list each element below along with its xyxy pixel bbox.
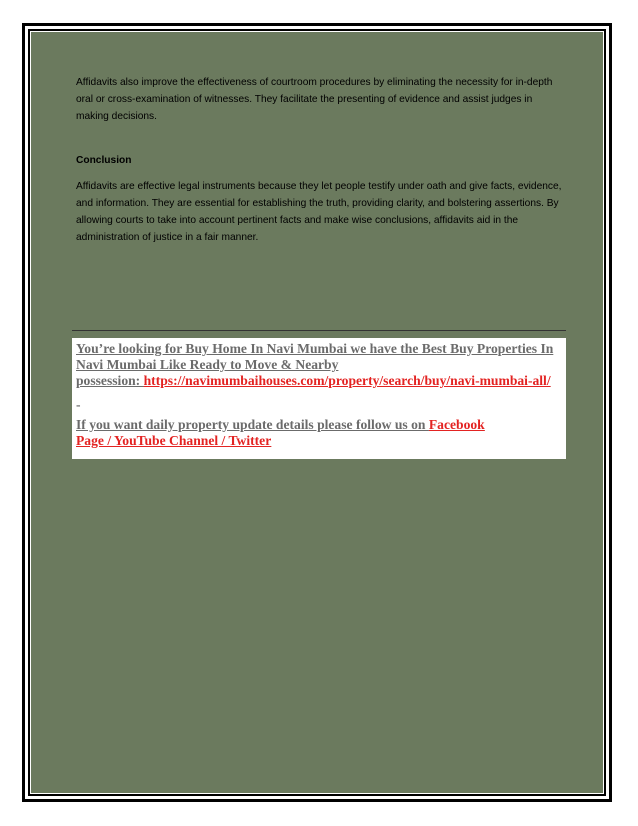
promo-possession-label: possession:	[76, 373, 144, 388]
property-search-link[interactable]: https://navimumbaihouses.com/property/search/buy/navi-mumbai-all/	[143, 373, 551, 388]
promo-follow-line	[76, 417, 562, 433]
promo-box	[72, 338, 566, 459]
promo-social-line	[76, 433, 562, 449]
document-page	[31, 32, 603, 793]
promo-intro-line-3	[76, 373, 562, 389]
horizontal-rule	[72, 330, 566, 331]
social-links[interactable]: Page / YouTube Channel / Twitter	[76, 433, 272, 448]
promo-intro-line-1: You’re looking for Buy Home In Navi Mumbai we have the Best Buy Properties In	[76, 341, 554, 356]
conclusion-heading: Conclusion	[76, 155, 132, 166]
promo-dash: -	[76, 397, 81, 412]
promo-intro-line-2: Navi Mumbai Like Ready to Move & Nearby	[76, 357, 339, 372]
facebook-link[interactable]: Facebook	[428, 417, 485, 432]
body-paragraph-1: Affidavits also improve the effectiveness of courtroom procedures by eliminating the necessity for in-depth oral or cross-examination of witnesses. They facilitate the presenting of evidence and assist judges in making decisions.	[76, 77, 553, 122]
promo-follow-text: If you want daily property update details please follow us on	[76, 417, 429, 432]
body-paragraph-2: Affidavits are effective legal instruments because they let people testify under oath and give facts, evidence, and information. They are essential for establishing the truth, providing clarity, and bolstering assertions. By allowing courts to take into account pertinent facts and make wise conclusions, affidavits aid in the administration of justice in a fair manner.	[76, 181, 562, 243]
